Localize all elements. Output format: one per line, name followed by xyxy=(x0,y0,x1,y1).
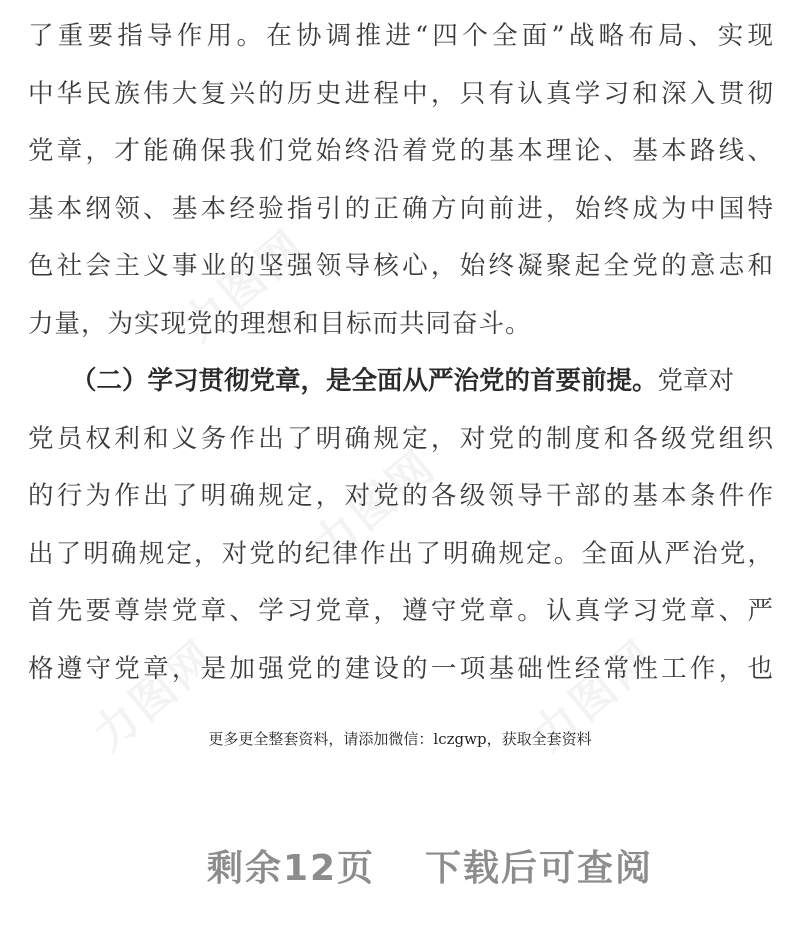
text-line: 了重要指导作用。在协调推进“四个全面”战略布局、实现 xyxy=(28,21,774,51)
watermark: 力图网 xyxy=(173,219,317,352)
text-line: 基本纲领、基本经验指引的正确方向前进，始终成为中国特 xyxy=(28,193,774,224)
text-line xyxy=(28,361,774,419)
download-hint-label: 下载后可查阅 xyxy=(425,848,654,889)
text-line: 的行为作出了明确规定，对党的各级领导干部的基本条件作 xyxy=(28,481,774,511)
text-line: 中华民族伟大复兴的历史进程中，只有认真学习和深入贯彻 xyxy=(28,78,774,109)
remaining-pages-label: 剩余12页 xyxy=(206,848,376,889)
paragraph-2 xyxy=(28,361,774,706)
remaining-pages-banner xyxy=(0,843,800,895)
text-line: 力量，为实现党的理想和目标而共同奋斗。 xyxy=(28,308,532,339)
text-line: 党章，才能确保我们党始终沿着党的基本理论、基本路线、 xyxy=(28,136,774,166)
text-line: 党员权利和义务作出了明确规定，对党的制度和各级党组织 xyxy=(28,423,774,454)
watermark: 力图网 xyxy=(523,629,667,762)
footer-note: 更多更全整套资料，请添加微信：lczgwp，获取全套资料 xyxy=(208,730,592,748)
section-heading: （二）学习贯彻党章，是全面从严治党的首要前提。 xyxy=(71,366,658,396)
text-line: 格遵守党章，是加强党的建设的一项基础性经常性工作，也 xyxy=(28,653,774,684)
watermark: 力图网 xyxy=(303,439,447,572)
text-line: 出了明确规定，对党的纪律作出了明确规定。全面从严治党， xyxy=(28,538,774,569)
text-line: 首先要尊崇党章、学习党章，遵守党章。认真学习党章、严 xyxy=(28,596,774,626)
watermark: 力图网 xyxy=(83,629,227,762)
text-line: 色社会主义事业的坚强领导核心，始终凝聚起全党的意志和 xyxy=(28,251,774,281)
paragraph-1 xyxy=(28,16,774,361)
heading-line-rest: 党章对 xyxy=(657,366,735,396)
